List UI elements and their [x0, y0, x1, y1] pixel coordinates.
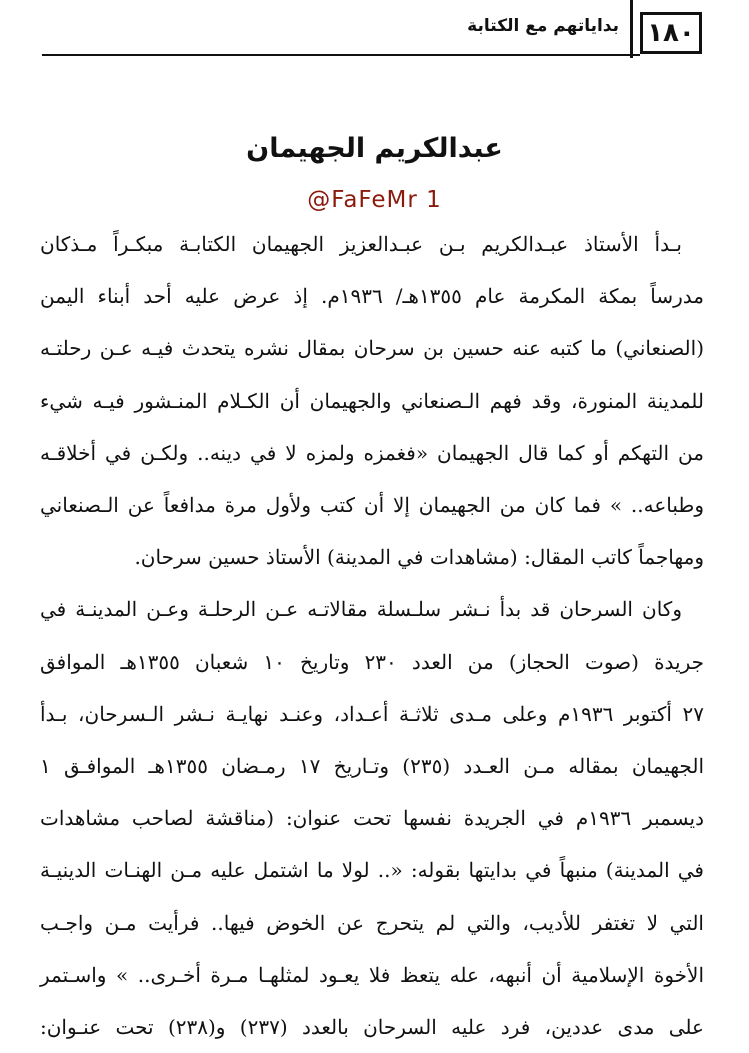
text-line: الجهيمان بمقاله مـن العـدد (٢٣٥) وتـاريخ ١٧ رمـضان ١٣٥٥هـ الموافـق ١ [40, 754, 704, 779]
text-line: الأخوة الإسلامية أن أنبهه، عله يتعظ فلا يعـود لمثلهـا مـرة أخـرى.. » واسـتمر [40, 962, 704, 987]
text-line: بـدأ الأستاذ عبـدالكريم بـن عبـدالعزيز الجهيمان الكتابـة مبكـراً مـذكان [40, 232, 682, 256]
paragraph-1 [40, 218, 704, 583]
text-line: (الصنعاني) ما كتبه عنه حسين بن سرحان بمقال نشره يتحدث فيـه عـن رحلتـه [40, 336, 704, 361]
body-text [40, 218, 704, 1053]
text-line: جريدة (صوت الحجاز) من العدد ٢٣٠ وتاريخ ١٠ شعبان ١٣٥٥هـ الموافق [40, 649, 705, 674]
text-line: للمدينة المنورة، وقد فهم الـصنعاني والجهيمان أن الكـلام المنـشور فيـه شيء [40, 388, 704, 413]
text-line: ديسمبر ١٩٣٦م في الجريدة نفسها تحت عنوان: (مناقشة لصاحب مشاهدات [40, 806, 704, 831]
paragraph-2 [40, 583, 704, 1053]
page-number: ١٨٠ [640, 12, 702, 54]
text-line: التي لا تغتفر للأديب، والتي لم يتحرج عن الخوض فيها.. فرأيت مـن واجـب [40, 910, 704, 935]
chapter-title: عبدالكريم الجهيمان [246, 133, 503, 164]
text-line: في المدينة) منبهاً في بدايتها بقوله: «.. لولا ما اشتمل عليه مـن الهنـات الدينيـة [40, 858, 704, 883]
text-line: ٢٧ أكتوبر ١٩٣٦م وعلى مـدى ثلاثـة أعـداد، وعنـد نهايـة نـشر الـسرحان، بـدأ [40, 701, 705, 726]
text-line: من التهكم أو كما قال الجهيمان «فغمزه ولمزه لا في دينه.. ولكـن في أخلاقـه [40, 440, 704, 465]
text-line: وكان السرحان قد بدأ نـشر سلـسلة مقالاتـه عـن الرحلـة وعـن المدينـة في [40, 597, 682, 622]
header-divider [630, 0, 633, 58]
page-header [0, 0, 749, 75]
text-line: وطباعه.. » فما كان من الجهيمان إلا أن كتب ولأول مرة مدافعاً عن الـصنعاني [40, 493, 704, 518]
running-title: بداياتهم مع الكتابة [467, 16, 619, 36]
text-line: مدرساً بمكة المكرمة عام ١٣٥٥هـ/ ١٩٣٦م. إذ عرض عليه أحد أبناء اليمن [40, 284, 705, 309]
text-line: على مدى عددين، فرد عليه السرحان بالعدد (٢٣٧) و(٢٣٨) تحت عنـوان: [40, 1015, 704, 1040]
watermark: @FaFeMr 1 [307, 187, 442, 213]
header-rule [42, 54, 640, 56]
text-line: ومهاجماً كاتب المقال: (مشاهدات في المدينة) الأستاذ حسين سرحان. [134, 545, 704, 570]
